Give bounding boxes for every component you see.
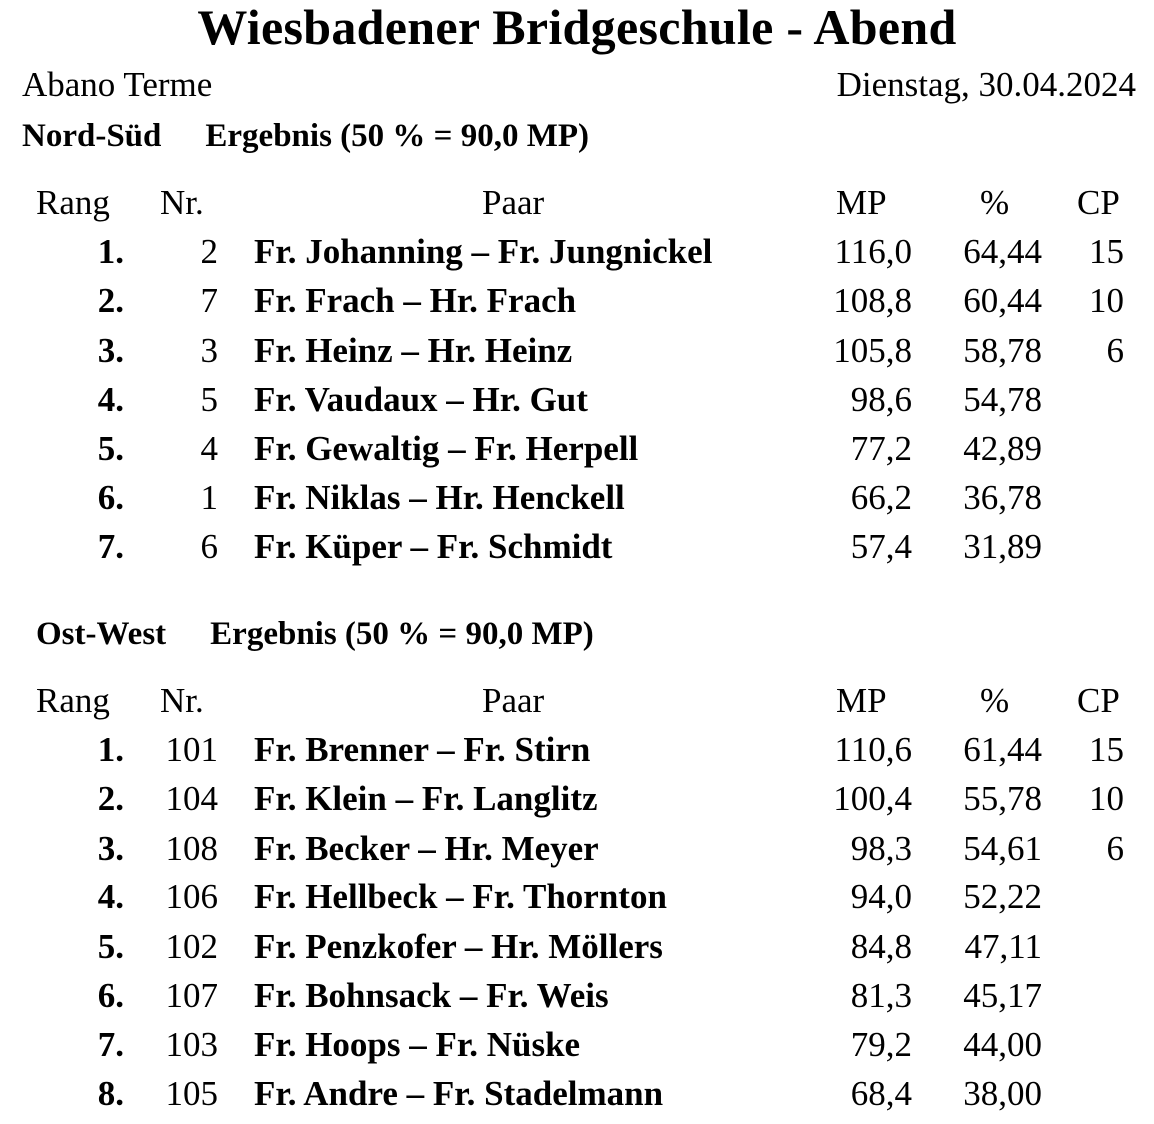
table-row	[0, 778, 1154, 827]
pair-cell: Fr. Gewaltig – Fr. Herpell	[254, 429, 639, 468]
table-row	[0, 330, 1154, 379]
mp-cell: 57,4	[850, 527, 912, 566]
nr-cell: 3	[200, 331, 218, 370]
rank-cell: 1.	[97, 232, 124, 271]
mp-cell: 98,3	[850, 829, 912, 868]
nr-cell: 105	[165, 1074, 218, 1113]
cp-cell: 6	[1106, 331, 1124, 370]
mp-cell: 79,2	[850, 1025, 912, 1064]
rank-cell: 2.	[97, 779, 124, 818]
pct-cell: 54,78	[963, 380, 1042, 419]
pct-cell: 45,17	[963, 976, 1042, 1015]
col-head-rank: Rang	[36, 183, 110, 222]
mp-cell: 98,6	[850, 380, 912, 419]
pair-cell: Fr. Becker – Hr. Meyer	[254, 829, 599, 868]
mp-cell: 66,2	[850, 478, 912, 517]
date-text: Dienstag, 30.04.2024	[836, 65, 1136, 104]
col-head-rank: Rang	[36, 681, 110, 720]
table-row	[0, 926, 1154, 975]
table-row	[0, 477, 1154, 526]
nr-cell: 101	[165, 730, 218, 769]
pct-cell: 36,78	[963, 478, 1042, 517]
pair-cell: Fr. Hellbeck – Fr. Thornton	[254, 877, 667, 916]
mp-cell: 105,8	[833, 331, 912, 370]
pair-cell: Fr. Bohnsack – Fr. Weis	[254, 976, 609, 1015]
pair-cell: Fr. Andre – Fr. Stadelmann	[254, 1074, 664, 1113]
col-head-pair: Paar	[482, 681, 545, 720]
mp-cell: 108,8	[833, 281, 912, 320]
rank-cell: 7.	[97, 1025, 124, 1064]
table-row	[0, 828, 1154, 877]
pct-cell: 38,00	[963, 1074, 1042, 1113]
nr-cell: 6	[200, 527, 218, 566]
pair-cell: Fr. Frach – Hr. Frach	[254, 281, 577, 320]
rank-cell: 4.	[97, 877, 124, 916]
pct-cell: 54,61	[963, 829, 1042, 868]
section-direction: Nord-Süd	[22, 118, 162, 154]
nr-cell: 104	[165, 779, 218, 818]
mp-cell: 116,0	[834, 232, 912, 271]
rank-cell: 5.	[97, 429, 124, 468]
col-head-cp: CP	[1077, 681, 1120, 720]
table-row	[0, 428, 1154, 477]
col-head-nr: Nr.	[160, 681, 204, 720]
pair-cell: Fr. Heinz – Hr. Heinz	[254, 331, 573, 370]
mp-cell: 77,2	[850, 429, 912, 468]
nr-cell: 103	[165, 1025, 218, 1064]
pct-cell: 31,89	[963, 527, 1042, 566]
rank-cell: 3.	[97, 829, 124, 868]
pair-cell: Fr. Brenner – Fr. Stirn	[254, 730, 591, 769]
section-direction: Ost-West	[36, 616, 167, 652]
nr-cell: 106	[165, 877, 218, 916]
rank-cell: 5.	[97, 927, 124, 966]
pct-cell: 61,44	[963, 730, 1042, 769]
nr-cell: 5	[200, 380, 218, 419]
page-title: Wiesbadener Bridgeschule - Abend	[197, 0, 957, 55]
table-row	[0, 876, 1154, 925]
venue-text: Abano Terme	[22, 65, 213, 104]
rank-cell: 7.	[97, 527, 124, 566]
cp-cell: 10	[1089, 281, 1124, 320]
pct-cell: 60,44	[963, 281, 1042, 320]
pct-cell: 47,11	[964, 927, 1042, 966]
nr-cell: 108	[165, 829, 218, 868]
rank-cell: 6.	[97, 976, 124, 1015]
table-row	[0, 526, 1154, 575]
table-row	[0, 1073, 1154, 1122]
nr-cell: 102	[165, 927, 218, 966]
table-row	[0, 280, 1154, 329]
table-row	[0, 379, 1154, 428]
table-row	[0, 729, 1154, 778]
rank-cell: 8.	[97, 1074, 124, 1113]
pct-cell: 42,89	[963, 429, 1042, 468]
col-head-pct: %	[980, 183, 1010, 222]
nr-cell: 1	[200, 478, 218, 517]
col-head-pct: %	[980, 681, 1010, 720]
section-heading-ns	[22, 116, 589, 156]
pair-cell: Fr. Vaudaux – Hr. Gut	[254, 380, 588, 419]
pct-cell: 58,78	[963, 331, 1042, 370]
pct-cell: 52,22	[963, 877, 1042, 916]
table-row	[0, 1024, 1154, 1073]
mp-cell: 100,4	[833, 779, 912, 818]
cp-cell: 15	[1089, 730, 1124, 769]
mp-cell: 84,8	[850, 927, 912, 966]
cp-cell: 6	[1106, 829, 1124, 868]
mp-cell: 110,6	[834, 730, 912, 769]
pair-cell: Fr. Hoops – Fr. Nüske	[254, 1025, 581, 1064]
col-head-nr: Nr.	[160, 183, 204, 222]
mp-cell: 94,0	[850, 877, 912, 916]
col-head-mp: MP	[836, 183, 887, 222]
section-result-label: Ergebnis (50 % = 90,0 MP)	[205, 118, 589, 154]
mp-cell: 68,4	[850, 1074, 912, 1113]
section-result-label: Ergebnis (50 % = 90,0 MP)	[210, 616, 594, 652]
pair-cell: Fr. Penzkofer – Hr. Möllers	[254, 927, 663, 966]
pair-cell: Fr. Johanning – Fr. Jungnickel	[254, 232, 713, 271]
pct-cell: 55,78	[963, 779, 1042, 818]
col-head-cp: CP	[1077, 183, 1120, 222]
cp-cell: 10	[1089, 779, 1124, 818]
rank-cell: 3.	[97, 331, 124, 370]
table-row	[0, 231, 1154, 280]
nr-cell: 107	[165, 976, 218, 1015]
rank-cell: 6.	[97, 478, 124, 517]
pair-cell: Fr. Klein – Fr. Langlitz	[254, 779, 598, 818]
pct-cell: 44,00	[963, 1025, 1042, 1064]
col-head-pair: Paar	[482, 183, 545, 222]
table-row	[0, 975, 1154, 1024]
col-head-mp: MP	[836, 681, 887, 720]
section-heading-ow	[36, 614, 594, 654]
pair-cell: Fr. Küper – Fr. Schmidt	[254, 527, 613, 566]
rank-cell: 2.	[97, 281, 124, 320]
pair-cell: Fr. Niklas – Hr. Henckell	[254, 478, 625, 517]
mp-cell: 81,3	[850, 976, 912, 1015]
rank-cell: 4.	[97, 380, 124, 419]
nr-cell: 2	[200, 232, 218, 271]
nr-cell: 4	[200, 429, 218, 468]
nr-cell: 7	[200, 281, 218, 320]
cp-cell: 15	[1089, 232, 1124, 271]
rank-cell: 1.	[97, 730, 124, 769]
pct-cell: 64,44	[963, 232, 1042, 271]
